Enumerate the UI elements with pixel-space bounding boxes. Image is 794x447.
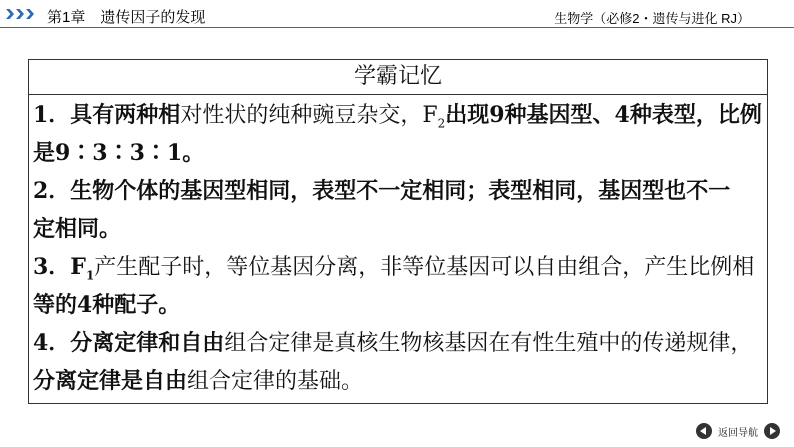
text-line-1: 1．具有两种相对性状的纯种豌豆杂交，$F_2$出现9种基因型、4种表型，比例 bbox=[33, 102, 762, 131]
text-line-6: 等的4种配子。 bbox=[33, 292, 181, 318]
page-header bbox=[0, 0, 794, 30]
return-nav-link[interactable]: 返回导航 bbox=[718, 427, 758, 439]
course-title: 生物学（必修2・遗传与进化 RJ） bbox=[554, 11, 750, 26]
footer-nav bbox=[696, 423, 780, 439]
text-line-4: 定相同。 bbox=[33, 216, 122, 242]
text-line-5: 3．$F_1$产生配子时，等位基因分离，非等位基因可以自由组合，产生比例相 bbox=[33, 254, 755, 283]
previous-page-icon[interactable] bbox=[696, 423, 712, 439]
chevron-right-icon bbox=[6, 9, 34, 19]
memory-box bbox=[28, 59, 768, 404]
text-line-8: 分离定律是自由组合定律的基础。 bbox=[33, 368, 364, 394]
chapter-title: 第1章 遗传因子的发现 bbox=[47, 9, 206, 26]
text-line-2: 是9∶3∶3∶1。 bbox=[33, 140, 205, 166]
memory-box-title: 学霸记忆 bbox=[29, 60, 767, 95]
text-line-7: 4．分离定律和自由组合定律是真核生物核基因在有性生殖中的传递规律， bbox=[33, 330, 753, 356]
next-page-icon[interactable] bbox=[764, 423, 780, 439]
header-divider bbox=[0, 27, 794, 28]
text-line-3: 2．生物个体的基因型相同，表型不一定相同；表型相同，基因型也不一 bbox=[33, 178, 731, 204]
